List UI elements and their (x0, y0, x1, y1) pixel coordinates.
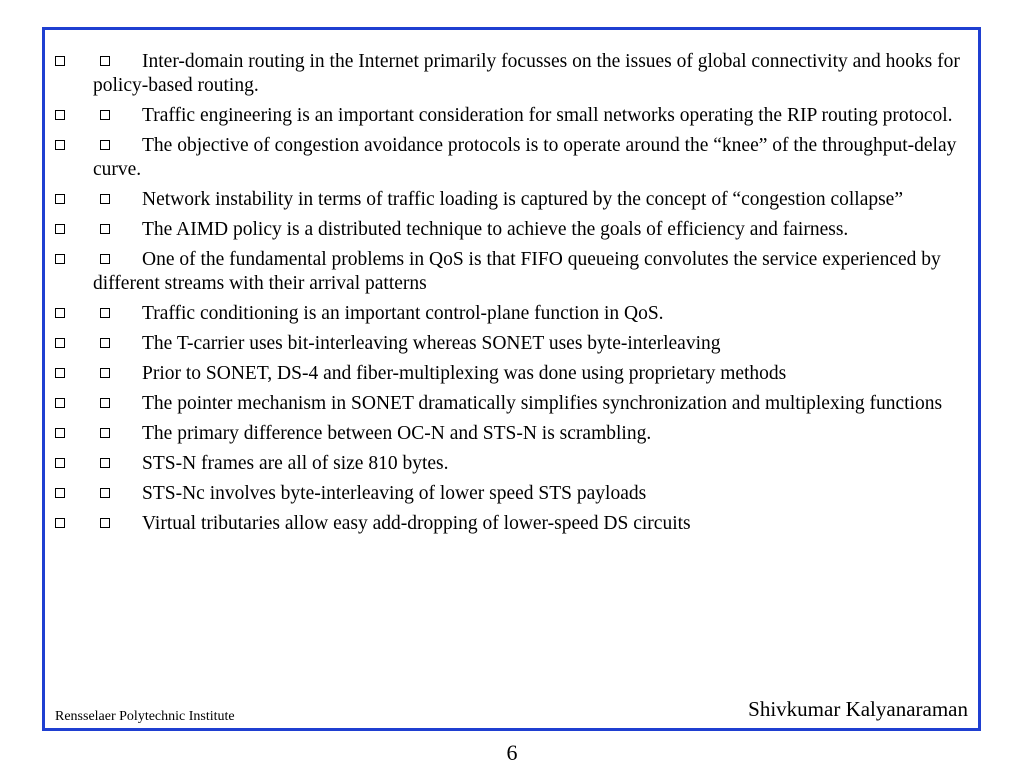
list-item (55, 422, 962, 446)
true-checkbox[interactable] (55, 338, 65, 348)
list-item (55, 362, 962, 386)
true-checkbox[interactable] (55, 398, 65, 408)
false-checkbox[interactable] (100, 398, 110, 408)
list-item (55, 188, 962, 212)
true-checkbox[interactable] (55, 488, 65, 498)
false-checkbox[interactable] (100, 194, 110, 204)
false-checkbox[interactable] (100, 518, 110, 528)
list-item (55, 104, 962, 128)
true-checkbox[interactable] (55, 254, 65, 264)
institution-footer: Rensselaer Polytechnic Institute (55, 709, 235, 724)
true-checkbox[interactable] (55, 368, 65, 378)
statement-text: The AIMD policy is a distributed technique to achieve the goals of efficiency and fairness. (142, 219, 849, 240)
list-item (55, 332, 962, 356)
false-checkbox[interactable] (100, 110, 110, 120)
false-checkbox[interactable] (100, 428, 110, 438)
statement-text: Traffic engineering is an important consideration for small networks operating the RIP routing protocol. (142, 105, 953, 126)
true-checkbox[interactable] (55, 458, 65, 468)
true-checkbox[interactable] (55, 140, 65, 150)
false-checkbox[interactable] (100, 224, 110, 234)
statement-text: One of the fundamental problems in QoS is that FIFO queueing convolutes the service experienced by different streams with their arrival patterns (93, 249, 941, 294)
list-item (55, 218, 962, 242)
slide-frame (42, 27, 981, 731)
false-checkbox[interactable] (100, 368, 110, 378)
author-footer: Shivkumar Kalyanaraman (748, 697, 968, 721)
true-checkbox[interactable] (55, 518, 65, 528)
false-checkbox[interactable] (100, 56, 110, 66)
list-item (55, 482, 962, 506)
statement-text: Network instability in terms of traffic loading is captured by the concept of “congestion collapse” (142, 189, 903, 210)
true-checkbox[interactable] (55, 224, 65, 234)
statement-text: STS-N frames are all of size 810 bytes. (142, 453, 449, 474)
statement-list (55, 50, 962, 542)
page-number: 6 (506, 740, 518, 765)
statement-text: The primary difference between OC-N and STS-N is scrambling. (142, 423, 652, 444)
list-item (55, 512, 962, 536)
statement-text: The pointer mechanism in SONET dramatically simplifies synchronization and multiplexing functions (142, 393, 943, 414)
false-checkbox[interactable] (100, 458, 110, 468)
false-checkbox[interactable] (100, 254, 110, 264)
statement-text: The objective of congestion avoidance protocols is to operate around the “knee” of the throughput-delay curve. (93, 135, 957, 180)
true-checkbox[interactable] (55, 110, 65, 120)
true-checkbox[interactable] (55, 56, 65, 66)
list-item (55, 134, 962, 182)
statement-text: Inter-domain routing in the Internet primarily focusses on the issues of global connectivity and hooks for policy-based routing. (93, 51, 960, 96)
list-item (55, 50, 962, 98)
true-checkbox[interactable] (55, 308, 65, 318)
statement-text: Traffic conditioning is an important control-plane function in QoS. (142, 303, 664, 324)
statement-text: The T-carrier uses bit-interleaving whereas SONET uses byte-interleaving (142, 333, 721, 354)
list-item (55, 248, 962, 296)
list-item (55, 392, 962, 416)
false-checkbox[interactable] (100, 140, 110, 150)
false-checkbox[interactable] (100, 488, 110, 498)
list-item (55, 302, 962, 326)
false-checkbox[interactable] (100, 338, 110, 348)
statement-text: Prior to SONET, DS-4 and fiber-multiplexing was done using proprietary methods (142, 363, 787, 384)
list-item (55, 452, 962, 476)
statement-text: Virtual tributaries allow easy add-dropping of lower-speed DS circuits (142, 513, 691, 534)
false-checkbox[interactable] (100, 308, 110, 318)
statement-text: STS-Nc involves byte-interleaving of lower speed STS payloads (142, 483, 647, 504)
true-checkbox[interactable] (55, 194, 65, 204)
true-checkbox[interactable] (55, 428, 65, 438)
